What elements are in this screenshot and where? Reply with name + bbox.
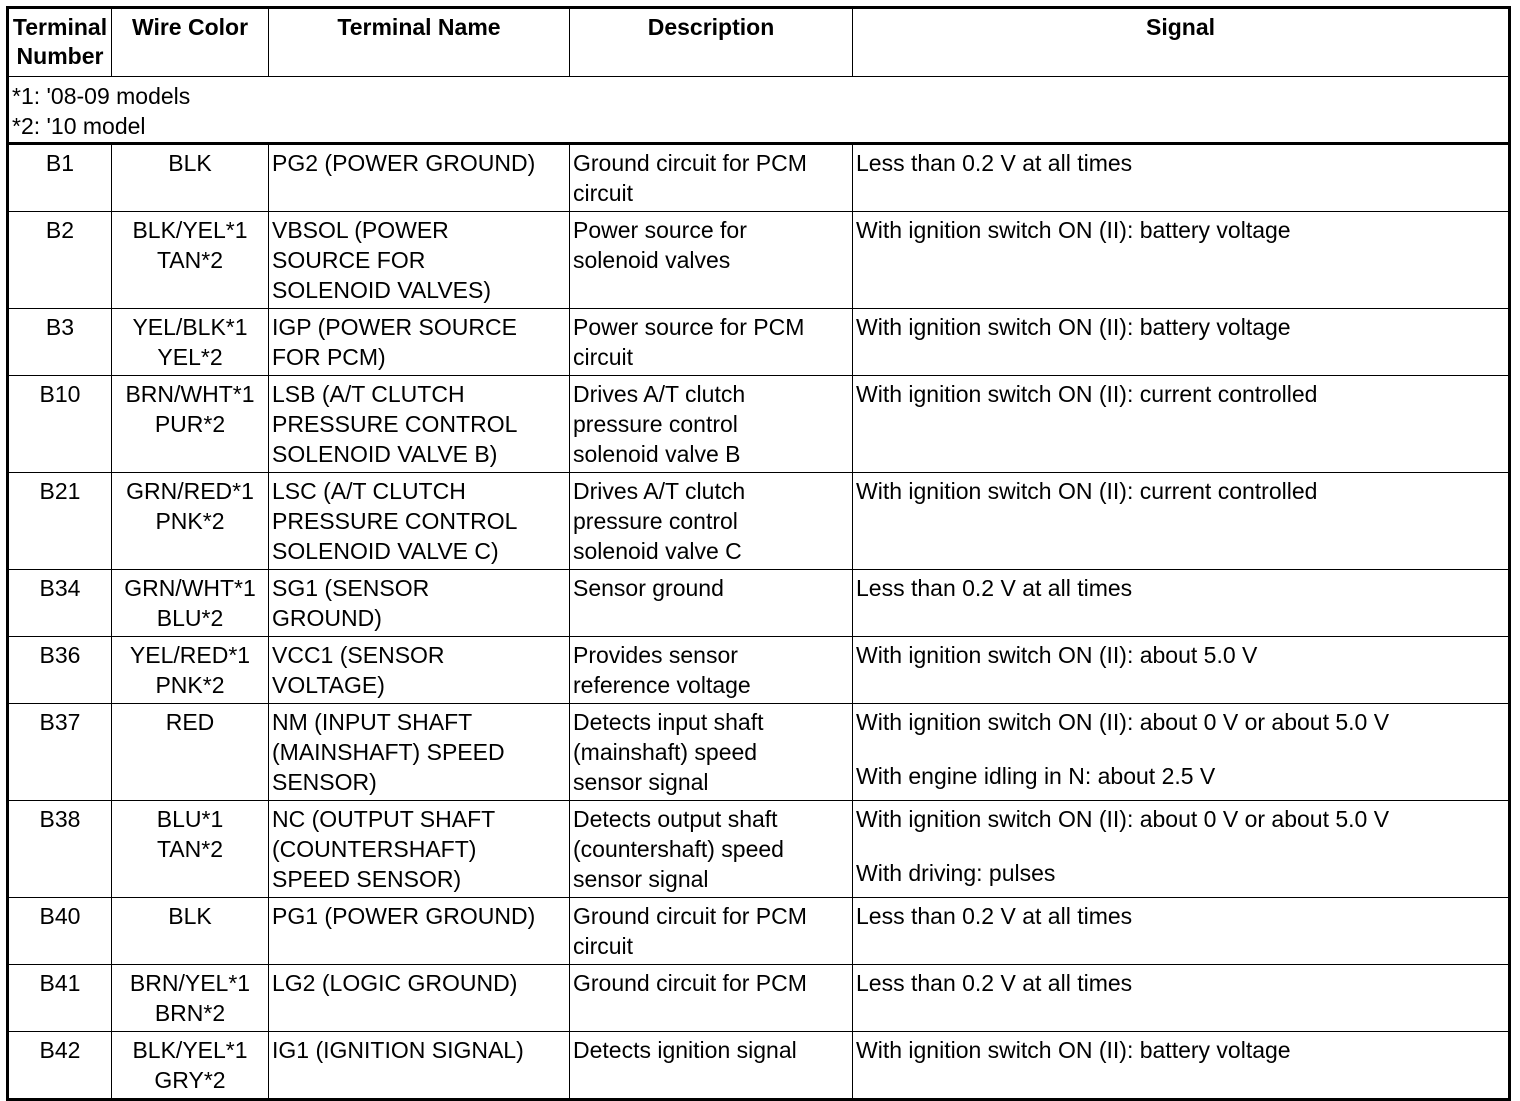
wire-color-line: YEL/RED*1 — [129, 642, 251, 668]
terminal-name-cell — [269, 473, 570, 570]
description-cell — [570, 898, 853, 965]
wire-color-cell — [112, 376, 269, 473]
wire-color-line: GRN/WHT*1 — [124, 575, 256, 601]
wire-color-line: BLK/YEL*1 — [132, 217, 248, 243]
signal-cell — [853, 801, 1510, 898]
terminal-name-line: LSB (A/T CLUTCH — [272, 381, 465, 407]
table-row — [8, 570, 1510, 637]
description-line: solenoid valve C — [573, 538, 742, 564]
description-line: solenoid valves — [573, 247, 731, 273]
terminal-name-line: SOLENOID VALVES) — [272, 277, 491, 303]
description-line: solenoid valve B — [573, 441, 741, 467]
description-cell — [570, 965, 853, 1032]
header-wire-color: Wire Color — [112, 8, 269, 77]
signal-line: Less than 0.2 V at all times — [856, 575, 1133, 601]
wire-color-line: GRN/RED*1 — [126, 478, 254, 504]
wire-color-line: BLK — [168, 150, 212, 176]
terminal-name-cell — [269, 637, 570, 704]
terminal-name-cell — [269, 376, 570, 473]
terminal-name-line: IGP (POWER SOURCE — [272, 314, 517, 340]
table-row — [8, 309, 1510, 376]
wire-color-line: YEL*2 — [157, 344, 223, 370]
table-row — [8, 898, 1510, 965]
terminal-number-cell: B42 — [8, 1032, 112, 1100]
signal-cell — [853, 637, 1510, 704]
terminal-name-line: IG1 (IGNITION SIGNAL) — [272, 1037, 524, 1063]
terminal-name-line: VBSOL (POWER — [272, 217, 449, 243]
terminal-name-line: NM (INPUT SHAFT — [272, 709, 473, 735]
terminal-name-line: SOURCE FOR — [272, 247, 426, 273]
signal-cell — [853, 144, 1510, 212]
wire-color-line: BLU*2 — [156, 605, 224, 631]
description-line: pressure control — [573, 508, 738, 534]
terminal-table — [6, 6, 1511, 1101]
model-notes — [8, 77, 1510, 144]
terminal-name-cell — [269, 801, 570, 898]
signal-line: With ignition switch ON (II): battery voltage — [856, 1037, 1291, 1063]
terminal-name-line: FOR PCM) — [272, 344, 386, 370]
header-terminal-number-line1: Terminal — [12, 14, 108, 40]
wire-color-cell — [112, 1032, 269, 1100]
wire-color-cell — [112, 212, 269, 309]
signal-line: Less than 0.2 V at all times — [856, 150, 1133, 176]
wire-color-line: TAN*2 — [156, 836, 224, 862]
description-line: Power source for — [573, 217, 747, 243]
description-cell — [570, 212, 853, 309]
terminal-name-cell — [269, 144, 570, 212]
terminal-number-cell: B34 — [8, 570, 112, 637]
description-cell — [570, 637, 853, 704]
table-row — [8, 144, 1510, 212]
wire-color-line: BLU*1 — [156, 806, 224, 832]
wire-color-line: BRN/WHT*1 — [125, 381, 255, 407]
description-line: reference voltage — [573, 672, 751, 698]
wire-color-cell — [112, 473, 269, 570]
table-row — [8, 473, 1510, 570]
description-line: sensor signal — [573, 769, 709, 795]
model-notes-row — [8, 77, 1510, 144]
table-row — [8, 801, 1510, 898]
wire-color-line: RED — [165, 709, 215, 735]
description-cell — [570, 144, 853, 212]
signal-cell — [853, 570, 1510, 637]
wire-color-line: GRY*2 — [154, 1067, 226, 1093]
wire-color-line: BRN/YEL*1 — [129, 970, 251, 996]
terminal-name-line: SPEED SENSOR) — [272, 866, 462, 892]
terminal-number-cell: B2 — [8, 212, 112, 309]
terminal-number-cell: B1 — [8, 144, 112, 212]
wire-color-cell — [112, 898, 269, 965]
header-description: Description — [570, 8, 853, 77]
table-row — [8, 212, 1510, 309]
wire-color-cell — [112, 570, 269, 637]
description-line: circuit — [573, 933, 634, 959]
terminal-number-cell: B21 — [8, 473, 112, 570]
description-cell — [570, 570, 853, 637]
model-note: *1: '08-09 models — [12, 83, 191, 109]
terminal-number-cell: B36 — [8, 637, 112, 704]
description-line: Ground circuit for PCM — [573, 970, 807, 996]
description-cell — [570, 309, 853, 376]
signal-cell — [853, 473, 1510, 570]
wire-color-cell — [112, 965, 269, 1032]
table-row — [8, 704, 1510, 801]
signal-cell — [853, 212, 1510, 309]
terminal-name-cell — [269, 309, 570, 376]
terminal-name-line: SOLENOID VALVE B) — [272, 441, 498, 467]
description-cell — [570, 1032, 853, 1100]
wire-color-line: BRN*2 — [154, 1000, 226, 1026]
terminal-number-cell: B37 — [8, 704, 112, 801]
terminal-name-line: NC (OUTPUT SHAFT — [272, 806, 496, 832]
terminal-name-cell — [269, 570, 570, 637]
description-line: sensor signal — [573, 866, 709, 892]
table-row — [8, 376, 1510, 473]
signal-line: With ignition switch ON (II): about 5.0 V — [856, 642, 1258, 668]
terminal-name-line: SG1 (SENSOR — [272, 575, 430, 601]
description-line: circuit — [573, 344, 634, 370]
signal-line: With ignition switch ON (II): current controlled — [856, 381, 1318, 407]
wire-color-cell — [112, 144, 269, 212]
table-row — [8, 637, 1510, 704]
table-row — [8, 1032, 1510, 1100]
terminal-name-line: PG1 (POWER GROUND) — [272, 903, 536, 929]
wire-color-line: TAN*2 — [156, 247, 224, 273]
description-line: Ground circuit for PCM — [573, 150, 807, 176]
description-line: pressure control — [573, 411, 738, 437]
terminal-name-line: SOLENOID VALVE C) — [272, 538, 499, 564]
terminal-number-cell: B40 — [8, 898, 112, 965]
terminal-name-cell — [269, 898, 570, 965]
terminal-name-line: (MAINSHAFT) SPEED — [272, 739, 505, 765]
terminal-name-line: (COUNTERSHAFT) — [272, 836, 477, 862]
wire-color-line: BLK/YEL*1 — [132, 1037, 248, 1063]
wire-color-line: YEL/BLK*1 — [132, 314, 248, 340]
signal-cell — [853, 309, 1510, 376]
signal-line: Less than 0.2 V at all times — [856, 970, 1133, 996]
description-line: Power source for PCM — [573, 314, 805, 340]
signal-cell — [853, 1032, 1510, 1100]
header-terminal-number — [8, 8, 112, 77]
signal-line: With ignition switch ON (II): about 0 V or about 5.0 V — [856, 709, 1390, 735]
terminal-name-cell — [269, 1032, 570, 1100]
description-line: (countershaft) speed — [573, 836, 784, 862]
wire-color-line: PUR*2 — [154, 411, 226, 437]
description-line: circuit — [573, 180, 634, 206]
description-line: Detects output shaft — [573, 806, 778, 832]
terminal-name-line: PRESSURE CONTROL — [272, 508, 518, 534]
description-line: Drives A/T clutch — [573, 381, 746, 407]
terminal-name-cell — [269, 212, 570, 309]
terminal-number-cell: B41 — [8, 965, 112, 1032]
terminal-name-line: VOLTAGE) — [272, 672, 385, 698]
description-cell — [570, 473, 853, 570]
terminal-name-line: PRESSURE CONTROL — [272, 411, 518, 437]
terminal-number-cell: B3 — [8, 309, 112, 376]
description-cell — [570, 376, 853, 473]
terminal-name-line: LG2 (LOGIC GROUND) — [272, 970, 518, 996]
signal-line: Less than 0.2 V at all times — [856, 903, 1133, 929]
signal-line: With ignition switch ON (II): battery voltage — [856, 314, 1291, 340]
model-note: *2: '10 model — [12, 113, 146, 139]
header-terminal-number-line2: Number — [16, 43, 104, 69]
terminal-name-cell — [269, 704, 570, 801]
terminal-number-cell: B38 — [8, 801, 112, 898]
wire-color-cell — [112, 309, 269, 376]
table-header-row — [8, 8, 1510, 77]
description-line: Drives A/T clutch — [573, 478, 746, 504]
signal-line: With engine idling in N: about 2.5 V — [856, 763, 1216, 789]
wire-color-line: PNK*2 — [155, 508, 225, 534]
description-line: Sensor ground — [573, 575, 724, 601]
description-line: (mainshaft) speed — [573, 739, 758, 765]
description-line: Ground circuit for PCM — [573, 903, 807, 929]
description-line: Provides sensor — [573, 642, 738, 668]
signal-cell — [853, 704, 1510, 801]
signal-line: With ignition switch ON (II): about 0 V or about 5.0 V — [856, 806, 1390, 832]
description-line: Detects ignition signal — [573, 1037, 797, 1063]
description-cell — [570, 704, 853, 801]
terminal-name-line: VCC1 (SENSOR — [272, 642, 445, 668]
terminal-name-line: PG2 (POWER GROUND) — [272, 150, 536, 176]
signal-line: With ignition switch ON (II): battery voltage — [856, 217, 1291, 243]
wire-color-line: BLK — [168, 903, 212, 929]
wire-color-line: PNK*2 — [155, 672, 225, 698]
wire-color-cell — [112, 637, 269, 704]
signal-cell — [853, 898, 1510, 965]
terminal-name-line: GROUND) — [272, 605, 382, 631]
header-signal: Signal — [853, 8, 1510, 77]
description-cell — [570, 801, 853, 898]
signal-cell — [853, 965, 1510, 1032]
terminal-name-line: LSC (A/T CLUTCH — [272, 478, 466, 504]
signal-cell — [853, 376, 1510, 473]
wire-color-cell — [112, 801, 269, 898]
wire-color-cell — [112, 704, 269, 801]
table-row — [8, 965, 1510, 1032]
signal-line: With ignition switch ON (II): current controlled — [856, 478, 1318, 504]
terminal-name-line: SENSOR) — [272, 769, 377, 795]
terminal-number-cell: B10 — [8, 376, 112, 473]
terminal-name-cell — [269, 965, 570, 1032]
description-line: Detects input shaft — [573, 709, 764, 735]
signal-line: With driving: pulses — [856, 860, 1056, 886]
header-terminal-name: Terminal Name — [269, 8, 570, 77]
